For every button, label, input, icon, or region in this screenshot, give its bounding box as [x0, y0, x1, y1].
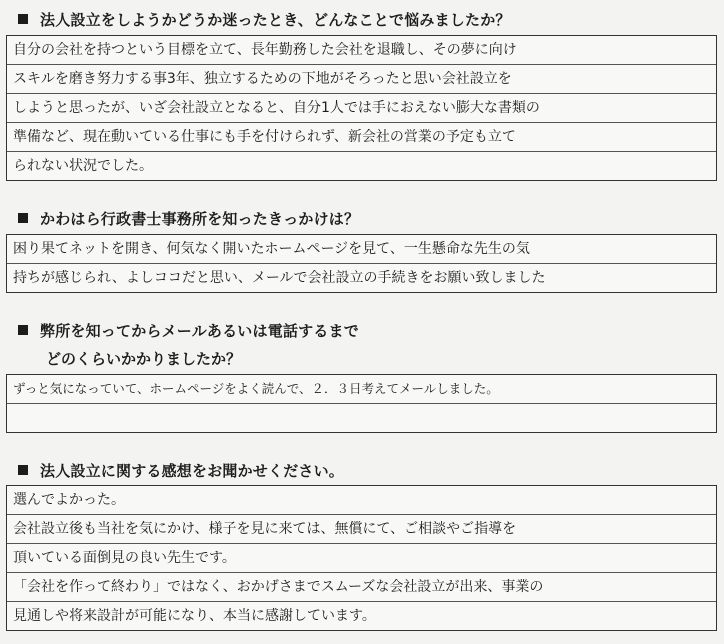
- question-1: 法人設立をしようかどうか迷ったとき、どんなことで悩みましたか？: [18, 9, 511, 30]
- answer-line: られない状況でした。: [13, 158, 153, 174]
- square-bullet-icon: [18, 325, 28, 335]
- answer-line: ずっと気になっていて、ホームページをよく読んで、２．３日考えてメールしました。: [7, 375, 716, 404]
- answer-line: [7, 404, 716, 432]
- answer-line: 頂いている面倒見の良い先生です。: [7, 544, 716, 573]
- answer-line: 持ちが感じられ、よしココだと思い、メールで会社設立の手続きをお願い致しました: [13, 270, 546, 286]
- answer-line: 選んでよかった。: [7, 486, 716, 515]
- question-2: かわはら行政書士事務所を知ったきっかけは？: [18, 208, 359, 229]
- answer-line: しようと思ったが、いざ会社設立となると、自分1人では手におえない膨大な書類の: [7, 94, 716, 123]
- answer-line: 「会社を作って終わり」ではなく、おかげさまでスムーズな会社設立が出来、事業の: [7, 573, 716, 602]
- answer-line: 準備など、現在動いている仕事にも手を付けられず、新会社の営業の予定も立て: [7, 123, 716, 152]
- answer-line: 会社設立後も当社を気にかけ、様子を見に来ては、無償にて、ご相談やご指導を: [7, 515, 716, 544]
- square-bullet-icon: [18, 465, 28, 475]
- answer-box-1: [6, 35, 717, 181]
- question-3-line-2: どのくらいかかりましたか？: [46, 350, 242, 368]
- question-3: 弊所を知ってからメールあるいは電話するまで: [18, 320, 359, 341]
- question-4: 法人設立に関する感想をお聞かせください。: [18, 460, 344, 481]
- answer-line: 困り果てネットを開き、何気なく開いたホームページを見て、一生懸命な先生の気: [7, 235, 716, 264]
- answer-box-3: [6, 374, 717, 433]
- square-bullet-icon: [18, 14, 28, 24]
- answer-line: 見通しや将来設計が可能になり、本当に感謝しています。: [13, 608, 376, 624]
- answer-box-2: [6, 234, 717, 293]
- answer-line: 自分の会社を持つという目標を立て、長年勤務した会社を退職し、その夢に向け: [7, 36, 716, 65]
- answer-line: スキルを磨き努力する事3年、独立するための下地がそろったと思い会社設立を: [7, 65, 716, 94]
- square-bullet-icon: [18, 213, 28, 223]
- answer-box-4: [6, 485, 717, 631]
